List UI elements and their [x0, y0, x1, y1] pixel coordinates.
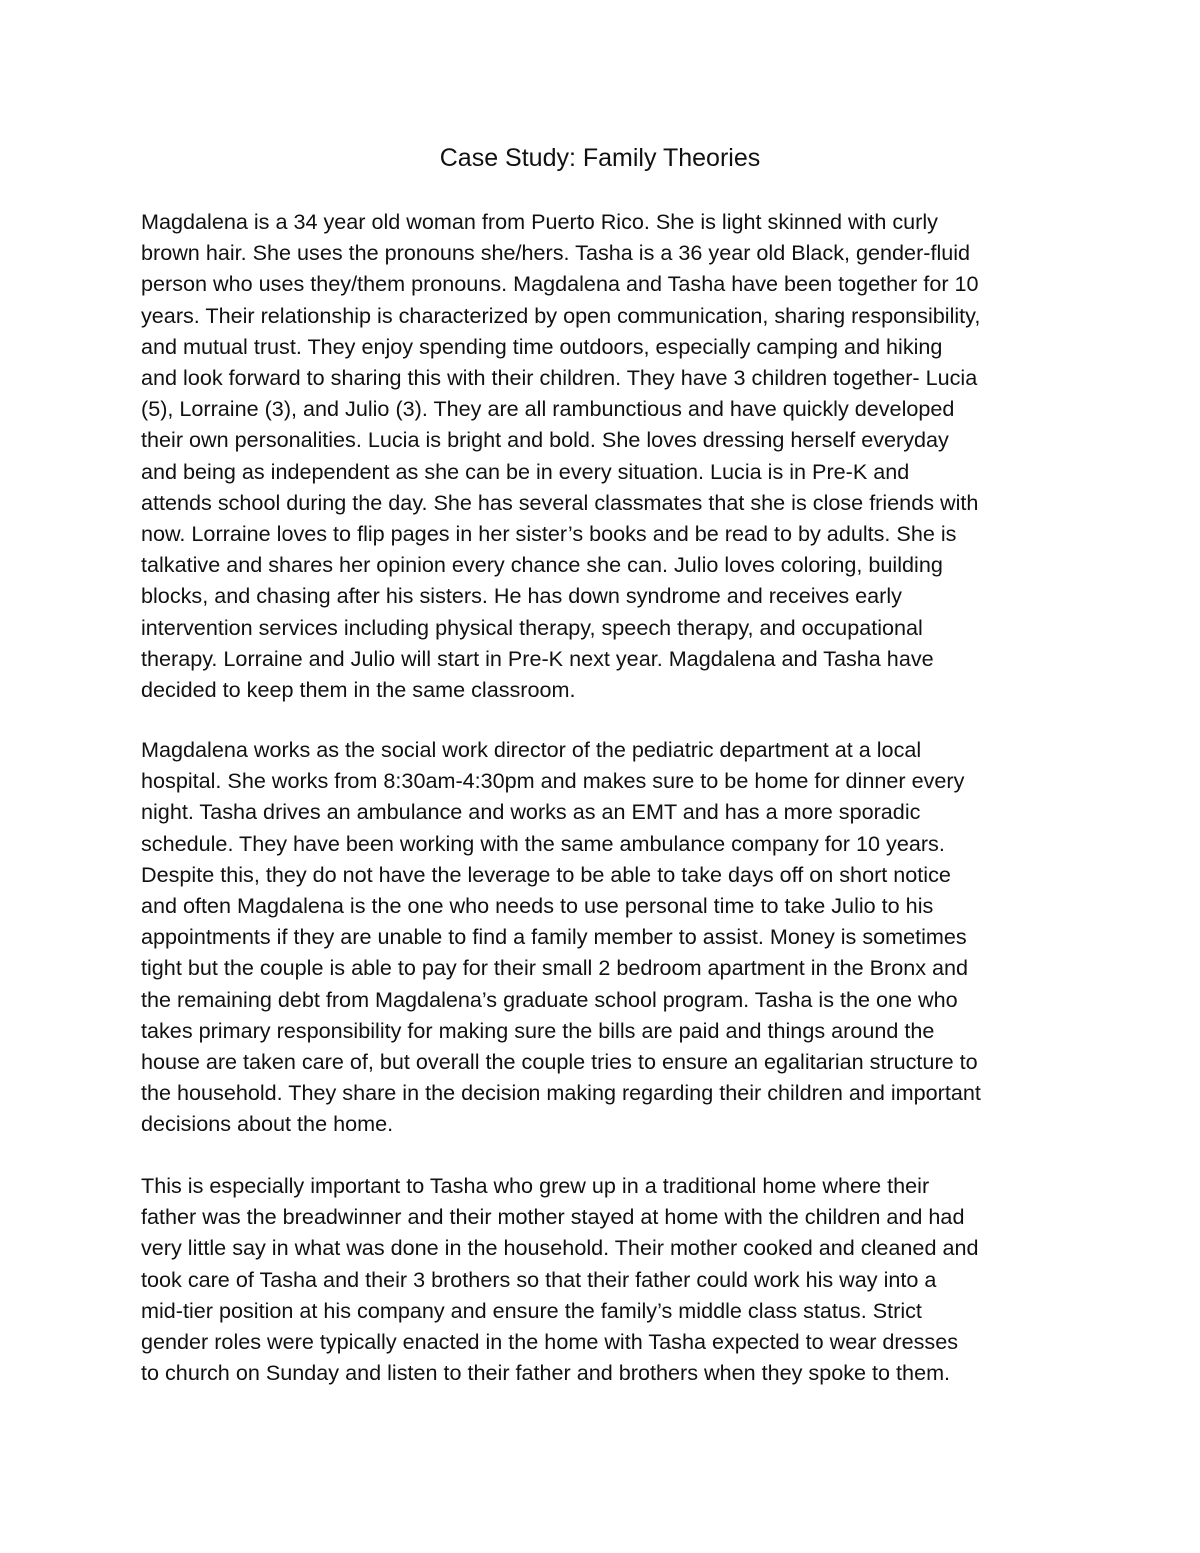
text-line: takes primary responsibility for making sure the bills are paid and things around the [141, 1017, 935, 1043]
text-line: and look forward to sharing this with their children. They have 3 children together- Lucia [141, 365, 978, 391]
text-line: house are taken care of, but overall the couple tries to ensure an egalitarian structure to [141, 1049, 978, 1075]
text-line: mid-tier position at his company and ensure the family’s middle class status. Strict [141, 1297, 922, 1323]
text-line: gender roles were typically enacted in the home with Tasha expected to wear dresses [141, 1329, 959, 1355]
text-line: now. Lorraine loves to flip pages in her sister’s books and be read to by adults. She is [141, 521, 957, 547]
text-line: schedule. They have been working with the same ambulance company for 10 years. [141, 830, 945, 856]
document-title: Case Study: Family Theories [439, 144, 761, 172]
text-line: night. Tasha drives an ambulance and works as an EMT and has a more sporadic [141, 799, 921, 825]
text-line: very little say in what was done in the household. Their mother cooked and cleaned and [141, 1235, 979, 1261]
text-line: (5), Lorraine (3), and Julio (3). They are all rambunctious and have quickly developed [141, 396, 955, 422]
text-line: the household. They share in the decision making regarding their children and important [141, 1080, 981, 1106]
text-line: Magdalena is a 34 year old woman from Puerto Rico. She is light skinned with curly [141, 209, 938, 234]
text-line: decided to keep them in the same classroom. [141, 677, 576, 703]
text-line: person who uses they/them pronouns. Magdalena and Tasha have been together for 10 [141, 271, 979, 297]
text-line: hospital. She works from 8:30am-4:30pm and makes sure to be home for dinner every [141, 768, 965, 794]
text-line: took care of Tasha and their 3 brothers so that their father could work his way into a [141, 1266, 937, 1292]
text-line: and often Magdalena is the one who needs to use personal time to take Julio to his [141, 893, 934, 919]
text-line: years. Their relationship is characterized by open communication, sharing responsibility, [141, 302, 981, 328]
text-line: father was the breadwinner and their mother stayed at home with the children and had [141, 1204, 965, 1230]
text-line: Magdalena works as the social work director of the pediatric department at a local [141, 737, 922, 762]
text-line: tight but the couple is able to pay for their small 2 bedroom apartment in the Bronx and [141, 955, 969, 981]
text-line: and being as independent as she can be in every situation. Lucia is in Pre-K and [141, 458, 910, 484]
text-line: talkative and shares her opinion every chance she can. Julio loves coloring, building [141, 552, 943, 578]
paragraph-work-and-finances [141, 734, 1066, 1140]
text-line: blocks, and chasing after his sisters. He has down syndrome and receives early [141, 583, 902, 609]
text-line: attends school during the day. She has several classmates that she is close friends with [141, 489, 979, 515]
text-line: Despite this, they do not have the leverage to be able to take days off on short notice [141, 861, 951, 887]
text-line: their own personalities. Lucia is bright and bold. She loves dressing herself everyday [141, 427, 949, 453]
paragraph-tasha-upbringing [141, 1170, 1066, 1388]
text-line: to church on Sunday and listen to their father and brothers when they spoke to them. [141, 1360, 951, 1386]
text-line: decisions about the home. [141, 1111, 394, 1137]
text-line: the remaining debt from Magdalena’s graduate school program. Tasha is the one who [141, 986, 958, 1012]
paragraph-family-background [141, 206, 1066, 705]
text-line: intervention services including physical therapy, speech therapy, and occupational [141, 614, 923, 640]
text-line: and mutual trust. They enjoy spending time outdoors, especially camping and hiking [141, 333, 943, 359]
text-line: This is especially important to Tasha who grew up in a traditional home where their [141, 1173, 930, 1198]
text-line: appointments if they are unable to find a family member to assist. Money is sometimes [141, 924, 967, 950]
text-line: therapy. Lorraine and Julio will start in Pre-K next year. Magdalena and Tasha have [141, 645, 934, 671]
text-line: brown hair. She uses the pronouns she/hers. Tasha is a 36 year old Black, gender-fluid [141, 240, 971, 266]
